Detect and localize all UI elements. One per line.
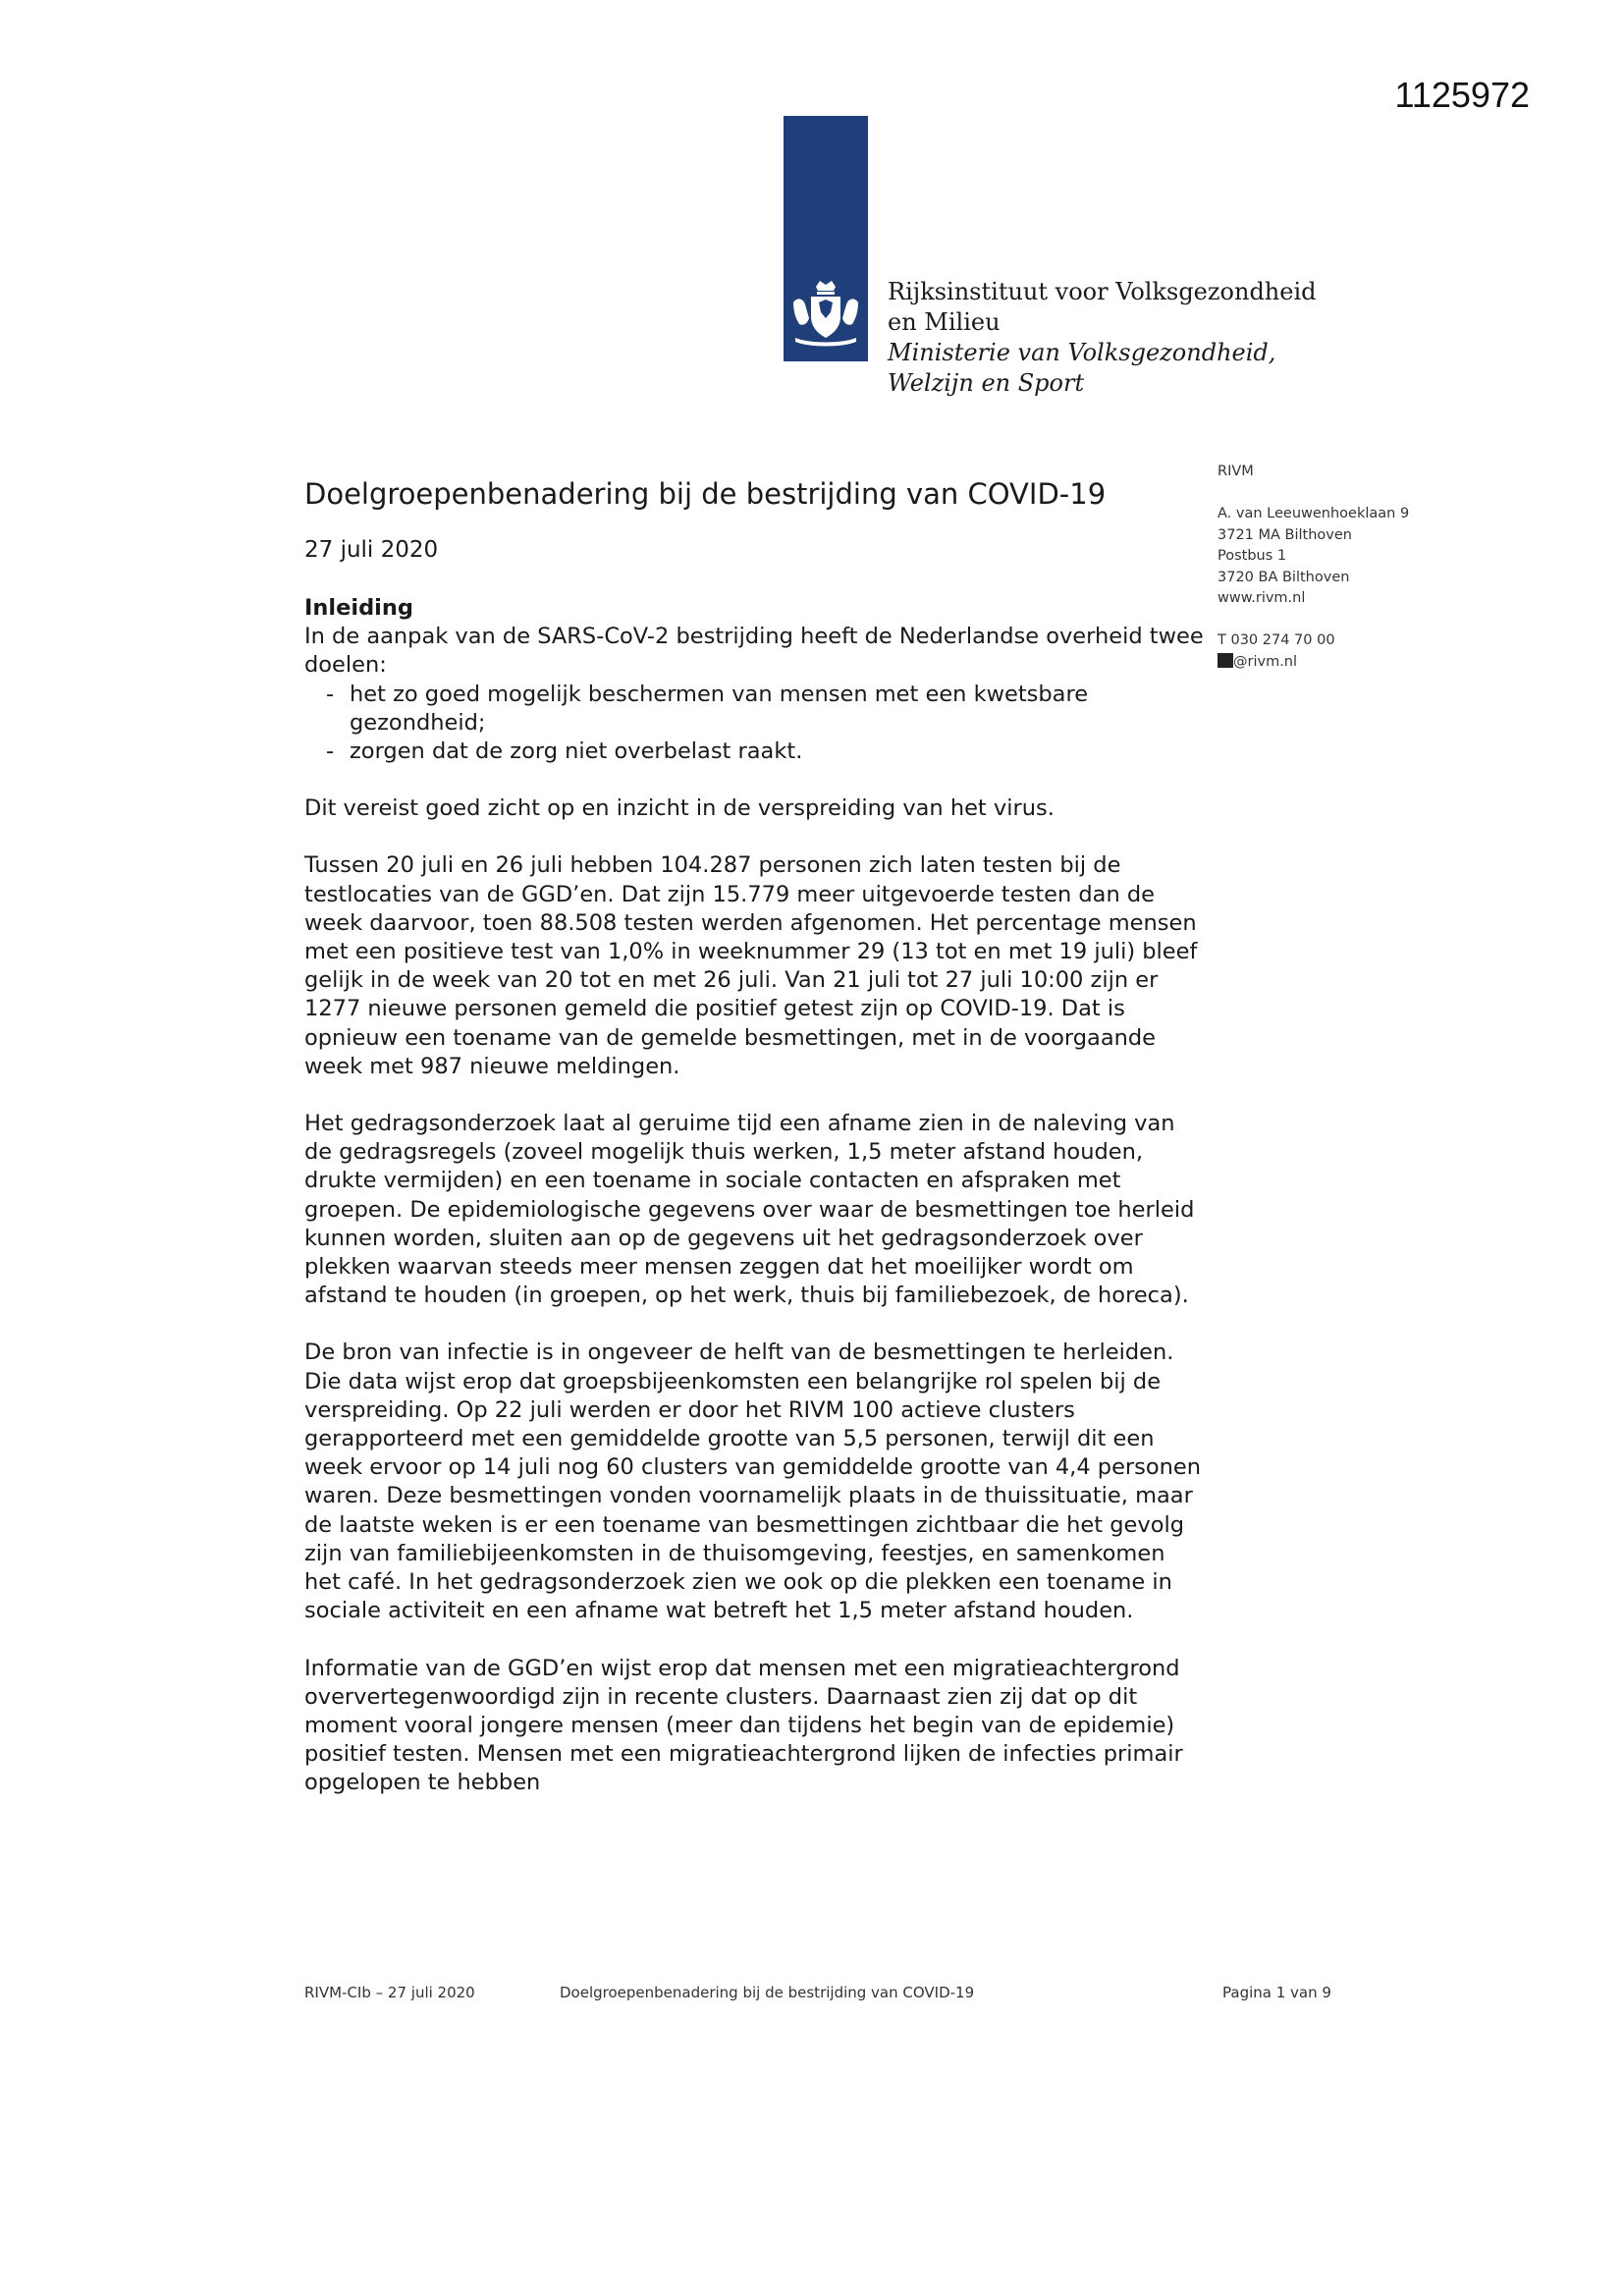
paragraph: Informatie van de GGD’en wijst erop dat mensen met een migratieachtergrond oververtegenwoordigd zijn in recente clusters. Daarnaast zien zij dat op dit moment vooral jongere mensen (meer dan tijdens het begin van de epidemie) positief testen. Mensen met een migratieachtergrond lijken de infecties primair opgelopen te hebben	[304, 1655, 1183, 1796]
paragraph: Het gedragsonderzoek laat al geruime tijd een afname zien in de naleving van de gedragsregels (zoveel mogelijk thuis werken, 1,5 meter afstand houden, drukte vermijden) en een toename in sociale contacten en afspraken met groepen. De epidemiologische gegevens over waar de besmettingen toe herleid kunnen worden, sluiten aan op de gegevens uit het gedragsonderzoek over plekken waarvan steeds meer mensen zeggen dat het moeilijker wordt om afstand te houden (in groepen, op het werk, thuis bij familiebezoek, de horeca).	[304, 1111, 1195, 1309]
organisation-name	[888, 277, 1317, 399]
sender-org: RIVM	[1218, 464, 1254, 479]
intro-paragraph: In de aanpak van de SARS-CoV-2 bestrijding heeft de Nederlandse overheid twee doelen:	[304, 624, 1204, 679]
goals-list	[304, 681, 1208, 767]
address-line: A. van Leeuwenhoeklaan 9	[1218, 506, 1410, 521]
address-line: 3721 MA Bilthoven	[1218, 526, 1352, 543]
ministry-line-1: Ministerie van Volksgezondheid,	[888, 339, 1276, 366]
logo-bar	[784, 116, 868, 361]
redaction-mark	[1218, 653, 1233, 668]
footer-page-number: Pagina 1 van 9	[1222, 1984, 1331, 2001]
document-title: Doelgroepenbenadering bij de bestrijding van COVID-19	[304, 477, 1107, 511]
paragraph: De bron van infectie is in ongeveer de helft van de besmettingen te herleiden. Die data wijst erop dat groepsbijeenkomsten een belangrijke rol spelen bij de verspreiding. Op 22 juli werden er door het RIVM 100 actieve clusters gerapporteerd met een gemiddelde grootte van 5,5 personen, terwijl dit een week ervoor op 14 juli nog 60 clusters van gemiddelde grootte van 4,4 personen waren. Deze besmettingen vonden voornamelijk plaats in de thuissituatie, maar de laatste weken is er een toename van besmettingen zichtbaar die het gevolg zijn van familiebijeenkomsten in de thuisomgeving, feestjes, en samenkomen het café. In het gedragsonderzoek zien we ook op die plekken een toename in sociale activiteit en een afname wat betreft het 1,5 meter afstand houden.	[304, 1339, 1202, 1624]
footer-center: Doelgroepenbenadering bij de bestrijding van COVID-19	[560, 1984, 975, 2001]
footer-left: RIVM-CIb – 27 juli 2020	[304, 1984, 475, 2001]
address-line: 3720 BA Bilthoven	[1218, 569, 1350, 585]
list-item: - zorgen dat de zorg niet overbelast raakt.	[326, 738, 803, 765]
address-line: Postbus 1	[1218, 548, 1287, 564]
sender-address	[1218, 504, 1512, 610]
org-line-2: en Milieu	[888, 308, 1001, 336]
ministry-line-2: Welzijn en Sport	[888, 369, 1085, 397]
sender-info	[1218, 462, 1512, 694]
document-body	[304, 475, 1208, 1827]
document-number: 1125972	[1394, 75, 1530, 115]
paragraph: Tussen 20 juli en 26 juli hebben 104.287 personen zich laten testen bij de testlocaties van de GGD’en. Dat zijn 15.779 meer uitgevoerde testen dan de week daarvoor, toen 88.508 testen werden afgenomen. Het percentage mensen met een positieve test van 1,0% in weeknummer 29 (13 tot en met 19 juli) bleef gelijk in de week van 20 tot en met 26 juli. Van 21 juli tot 27 juli 10:00 zijn er 1277 nieuwe personen gemeld die positief getest zijn op COVID-19. Dat is opnieuw een toename van de gemelde besmettingen, met in de voorgaande week met 987 nieuwe meldingen.	[304, 852, 1198, 1079]
email-line	[1218, 652, 1512, 674]
list-item: - het zo goed mogelijk beschermen van mensen met een kwetsbare gezondheid;	[326, 681, 1089, 736]
paragraph: Dit vereist goed zicht op en inzicht in de verspreiding van het virus.	[304, 795, 1055, 822]
document-date: 27 juli 2020	[304, 537, 439, 563]
email-address[interactable]: @rivm.nl	[1233, 653, 1298, 670]
phone-number: T 030 274 70 00	[1218, 632, 1335, 648]
document-text	[304, 594, 1208, 1798]
sender-contact	[1218, 630, 1512, 673]
section-heading: Inleiding	[304, 595, 414, 621]
crest-icon	[789, 279, 862, 348]
website-link[interactable]: www.rivm.nl	[1218, 590, 1306, 606]
org-line-1: Rijksinstituut voor Volksgezondheid	[888, 278, 1317, 305]
